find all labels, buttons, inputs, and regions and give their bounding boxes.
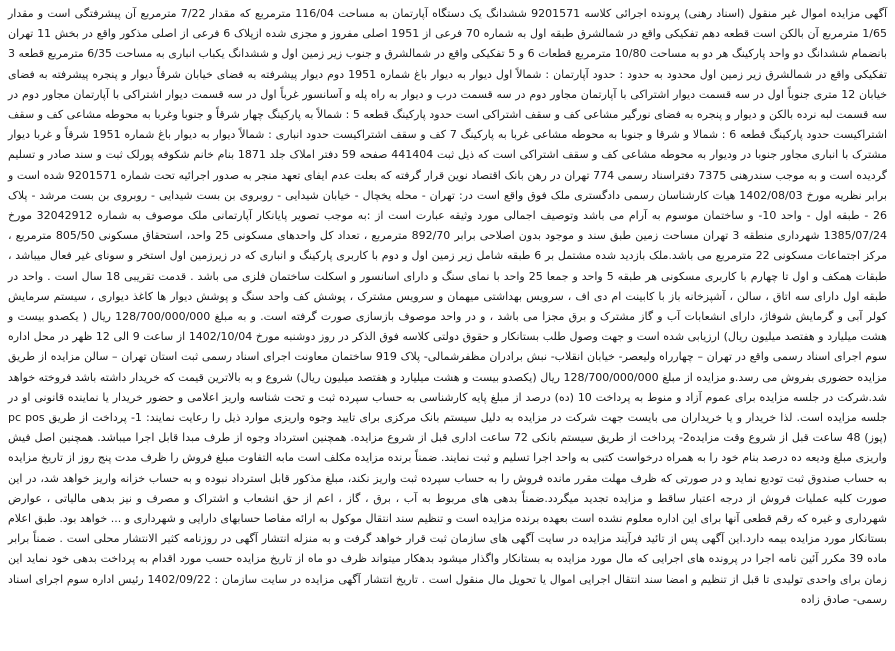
auction-notice-text: آگهی مزایده اموال غیر منقول (اسناد رهنی) پرونده اجرائی کلاسه 9201571 ششدانگ یک دستگاه آپارتمان به مساحت 116/04 مترمربع که مقدار 7/22 مترمربع آن پیشرفتگی است و مقدار 1/65 مترمربع آن بالکن است قطعه دهم تفکیکی واقع در شمالشرق طبقه اول به شماره 70 فرعی از 1951 اصلی مفروز و مجزی شده ازپلاک 6 فرعی از اصلی مذکور واقع در بخش 11 تهران بانضمام ششدانگ دو واحد پارکینگ هر دو به مساحت 10/80 مترمربع قطعات 6 و 5 تفکیکی واقع در شمالشرق و جنوب زیر زمین اول و ششدانگ یکباب انباری به مساحت 6/35 مترمربع قطعه 3 تفکیکی واقع در شمالشرق زیر زمین اول محدود به حدود : حدود آپارتمان : شمالاً اول دیوار به دیوار باغ شماره 1951 دوم دیوار پیشرفته به فضای خیابان شرقاً دیوار و پنجره پیشرفته به فضای خیابان 12 متری جنوباً اول در سه قسمت دیوار اشتراکی با آپارتمان مجاور دوم در سه قسمت درب و دیوار به راه پله و آسانسور غرباً اول در سه قسمت دیوار اشتراکی با آپارتمان مجاور دوم در سه قسمت لبه نرده بالکن و دیوار و پنجره به فضای نورگیر مشاعی کف و سقف اشتراکی است حدود پارکینگ قطعه 5 : شمالاً به پارکینگ چهار شرقاً و جنوبا وغربا به محوطه مشاعی کف و سقف اشتراکیست حدود پارکینگ قطعه 6 : شمالا و شرقا و جنوبا به محوطه مشاعی غربا به پارکینگ 7 کف و سقف اشتراکیست حدود انباری : شمالاً دیوار به دیوار باغ شماره 1951 شرقاً و غربا دیوار مشترک با انباری مجاور جنوبا در ودیوار به محوطه مشاعی کف و سقف اشتراکی است که ذیل ثبت 441404 صفحه 59 دفتر املاک جلد 1871 بنام خانم شکوفه پورلک ثبت و سند صادر و تسلیم گردیده است و به موجب سندرهنی 7375 دفتراسناد رسمی 774 تهران در رهن بانک اقتصاد نوین قرار گرفته که بعلت عدم ایفای تعهد منجر به صدور اجرائیه تحت شماره 9201571 شده است و برابر نظریه مورخ 1402/08/03 هیات کارشناسان رسمی دادگستری ملک فوق واقع است در: تهران - محله یخچال - خیابان شیدایی - روبروی بن بست شیدایی - روبروی بن بست مرشد - پلاک 26 - طبقه اول - واحد 10- و ساختمان موسوم به آرام می باشد وتوصیف اجمالی مورد وثیقه عبارت است از :به موجب تصویر پایانکار آپارتمانی ملک موصوف به شماره 32042912 مورخ 1385/07/24 شهرداری منطقه 3 تهران مساحت زمین طبق سند و موجود بدون اصلاحی برابر 892/70 مترمربع ، تعداد کل واحدهای مسکونی 25 واحد، استحقاق مسکونی 805/50 مترمربع ، مرکز اجتماعات مسکونی 22 مترمربع می باشد.ملک بازدید شده مشتمل بر 6 طبقه شامل زیر زمین اول و دوم با کاربری پارکینگ و انباری که در زیرزمین اول استخر و سونای غیر فعال میباشد ، طبقات همکف و اول تا چهارم با کاربری مسکونی هر طبقه 5 واحد و جمعا 25 واحد با نمای سنگ و دارای اسانسور و اسکلت ساختمان فلزی می باشد . قدمت تقریبی 18 سال است . واحد در طبقه اول دارای سه اتاق ، سالن ، آشپزخانه باز با کابینت ام دی اف ، سرویس بهداشتی میهمان و سرویس مشترک ، پوشش کف واحد سنگ و پوشش دیوار ها کاغذ دیواری ، سیستم سرمایش کولر آبی و گرمایش شوفاژ، دارای انشعابات آب و گاز مشترک و برق مجزا می باشد ، و در واحد موصوف بازسازی صورت گرفته است. و به مبلغ 128/700/000/000 ریال ( یکصدو بیست و هشت میلیارد و هفتصد میلیون ریال) ارزیابی شده است و جهت وصول طلب بستانکار و حقوق دولتی کلاسه فوق الذکر در روز دوشنبه مورخ 1402/10/04 از ساعت 9 الی 12 ظهر در محل اداره سوم اجرای اسناد رسمی واقع در تهران – چهارراه ولیعصر- خیابان انقلاب- نبش برادران مظفرشمالی- پلاک 919 ساختمان معاونت اجرای اسناد رسمی ثبت استان تهران – سالن مزایده از طریق مزایده حضوری بفروش می رسد.و مزایده از مبلغ 128/700/000/000 ریال (یکصدو بیست و هشت میلیارد و هفتصد میلیون ریال) شروع و به بالاترین قیمت که خریدار داشته باشد فروخته خواهد شد.شرکت در جلسه مزایده برای عموم آزاد و منوط به پرداخت 10 (ده) درصد از مبلغ پایه کارشناسی به حساب سپرده ثبت و تحت شناسه واریز اعلامی و حضور خریدار یا نماینده قانونی او در جلسه مزایده است. لذا خریدار و یا خریداران می بایست جهت شرکت در مزایده به دلیل سیستم بانک مرکزی برای تایید وجوه واریزی موارد ذیل را رعایت نمایند: 1- پرداخت از طریق pc pos (پوز) 48 ساعت قبل از شروع وقت مزایده2- پرداخت از طریق سیستم بانکی 72 ساعت اداری قبل از شروع مزایده. همچنین استرداد وجوه از طرف مبدا قابل اجرا میباشد. همچنین اصل فیش واریزی مبلغ ودیعه ده درصد بنام خود را به همراه درخواست کتبی به واحد اجرا تسلیم و ثبت نمایند. ضمناً برنده مزایده مکلف است مابه التفاوت مبلغ فروش را ظرف مدت پنج روز از تاریخ مزایده به حساب صندوق ثبت تودیع نماید و در صورتی که ظرف مهلت مقرر مانده فروش را به حساب سپرده ثبت واریز نکند، مبلغ مذکور قابل استرداد نبوده و به حساب خزانه واریز خواهد شد، در این صورت کلیه عملیات فروش از درجه اعتبار ساقط و مزایده تجدید میگردد.ضمناً بدهی های مربوط به آب ، برق ، گاز ، اعم از حق انشعاب و اشتراک و مصرف و نیز بدهی مالیاتی ، عوارض شهرداری و غیره که رقم قطعی آنها برای این اداره معلوم نشده است بعهده برنده مزایده است و تنظیم سند انتقال موکول به ارائه مفاصا حسابهای دارایی و شهرداری و ... خواهد بود. طبق اعلام بستانکار مورد مزایده بیمه دارد.این آگهی پس از تائید فرآیند مزایده در سایت آگهی های سازمان ثبت قرار خواهد گرفت و به منزله انتشار آگهی در روزنامه کثیر الانتشار محلی است . ضمناً برابر ماده 39 مکرر آئین نامه اجرا در پرونده های اجرایی که مال مورد مزایده به بستانکار واگذار میشود بدهکار میتواند ظرف دو ماه از تاریخ مزایده حسب مورد اقدام به پرداخت بدهی خود نماید این زمان برای واحدی تولیدی تا قبل از تنظیم و امضا سند انتقال اجرایی اموال یا تحویل مال منقول است . تاریخ انتشار آگهی مزایده در سایت سازمان : 1402/09/22 رئیس اداره سوم اجرای اسناد رسمی- صادق زاده xyxy=(8,7,888,606)
